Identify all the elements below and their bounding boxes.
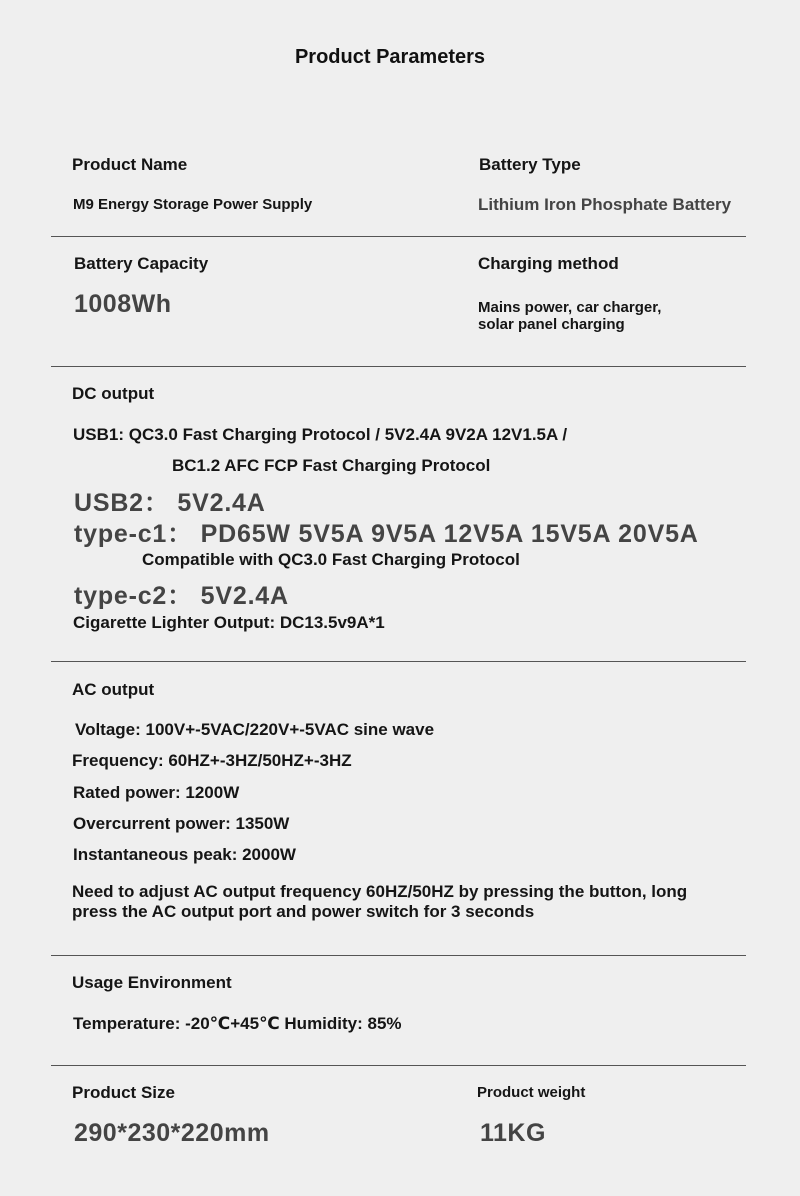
battery-capacity-label: Battery Capacity (74, 254, 209, 273)
divider (51, 236, 746, 237)
divider (51, 1065, 746, 1066)
product-weight-value: 11KG (480, 1119, 546, 1147)
ac-output-label: AC output (72, 680, 155, 699)
divider (51, 661, 746, 662)
charging-method-line2: solar panel charging (478, 316, 625, 333)
ac-voltage: Voltage: 100V+-5VAC/220V+-5VAC sine wave (75, 720, 435, 739)
battery-capacity-value: 1008Wh (74, 290, 172, 318)
ac-frequency: Frequency: 60HZ+-3HZ/50HZ+-3HZ (72, 751, 352, 770)
ac-note-line1: Need to adjust AC output frequency 60HZ/50HZ by pressing the button, long (72, 882, 688, 901)
charging-method-line1: Mains power, car charger, (478, 299, 662, 316)
product-weight-label: Product weight (477, 1084, 586, 1101)
product-name-label: Product Name (72, 155, 188, 174)
dc-typec2: type-c2： 5V2.4A (74, 582, 289, 610)
divider (51, 955, 746, 956)
divider (51, 366, 746, 367)
dc-usb1-line1: USB1: QC3.0 Fast Charging Protocol / 5V2.4A 9V2A 12V1.5A / (73, 425, 568, 444)
dc-output-label: DC output (72, 384, 155, 403)
product-size-label: Product Size (72, 1083, 175, 1102)
product-name-value: M9 Energy Storage Power Supply (73, 196, 313, 213)
usage-environment-label: Usage Environment (72, 973, 232, 992)
product-size-value: 290*230*220mm (74, 1119, 270, 1147)
battery-type-label: Battery Type (479, 155, 581, 174)
dc-usb2: USB2： 5V2.4A (74, 489, 266, 517)
charging-method-label: Charging method (478, 254, 619, 273)
ac-rated: Rated power: 1200W (73, 783, 240, 802)
ac-note-line2: press the AC output port and power switch for 3 seconds (72, 902, 535, 921)
dc-usb1-line2: BC1.2 AFC FCP Fast Charging Protocol (172, 456, 491, 475)
usage-environment-value: Temperature: -20℃+45℃ Humidity: 85% (73, 1014, 402, 1033)
ac-peak: Instantaneous peak: 2000W (73, 845, 296, 864)
battery-type-value: Lithium Iron Phosphate Battery (478, 195, 732, 214)
dc-typec1: type-c1： PD65W 5V5A 9V5A 12V5A 15V5A 20V5A (74, 520, 699, 548)
page-title: Product Parameters (294, 46, 486, 68)
dc-cigarette: Cigarette Lighter Output: DC13.5v9A*1 (73, 613, 385, 632)
ac-overcurrent: Overcurrent power: 1350W (73, 814, 290, 833)
dc-typec1-note: Compatible with QC3.0 Fast Charging Protocol (142, 550, 520, 569)
